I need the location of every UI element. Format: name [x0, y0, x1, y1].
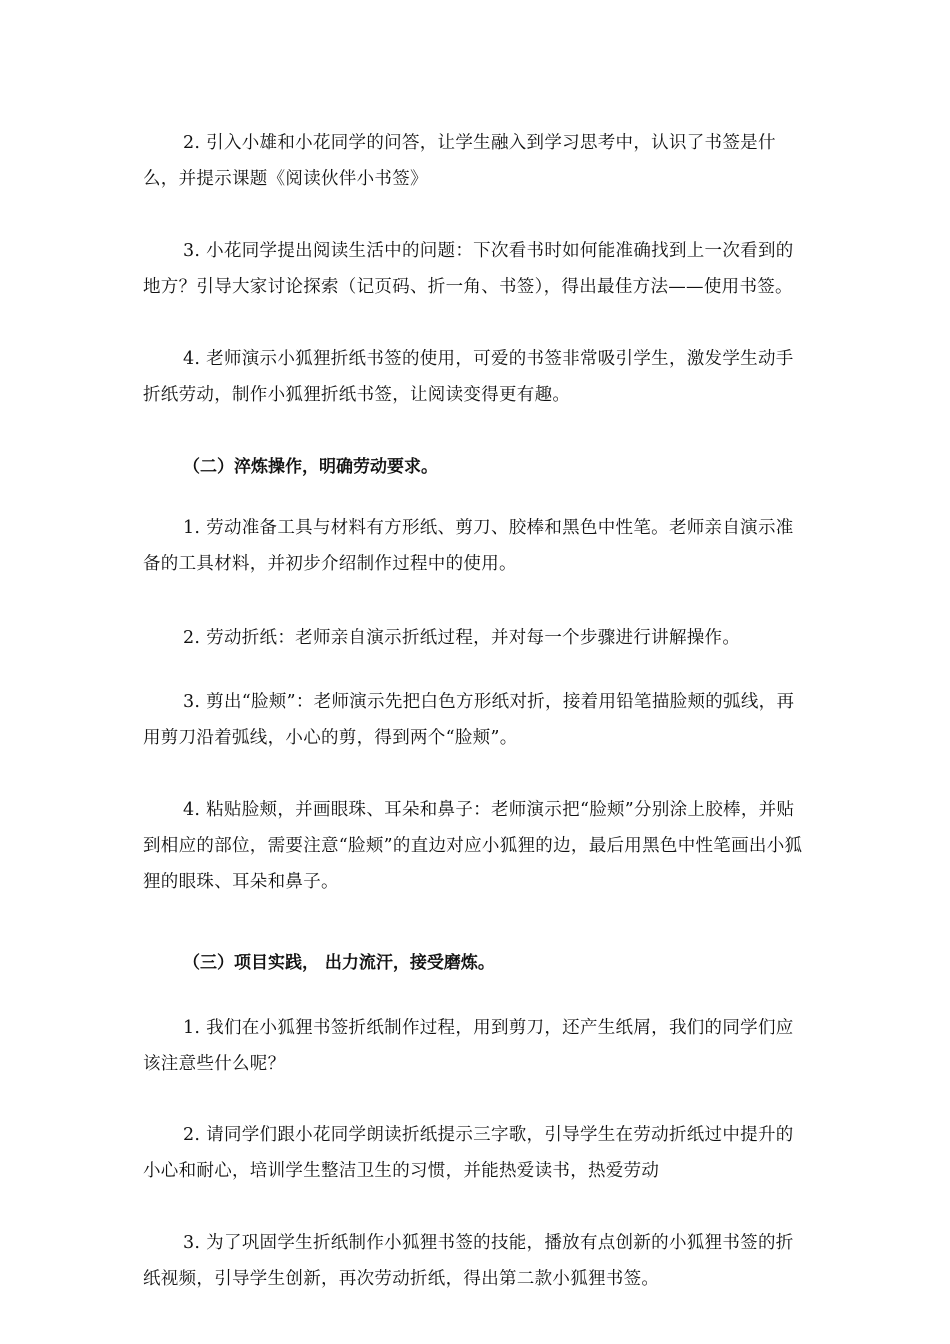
section-heading-3: （三）项目实践， 出力流汗，接受磨炼。	[183, 953, 495, 973]
paragraph-prep-2: 2. 劳动折纸：老师亲自演示折纸过程，并对每一个步骤进行讲解操作。	[183, 628, 741, 648]
paragraph-intro-3: 3. 小花同学提出阅读生活中的问题：下次看书时如何能准确找到上一次看到的地方？引导大家讨论探索（记页码、折一角、书签），得出最佳方法——使用书签。	[143, 241, 794, 297]
paragraph-prep-3: 3. 剪出“脸颊”：老师演示先把白色方形纸对折，接着用铅笔描脸颊的弧线，再用剪刀沿着弧线，小心的剪，得到两个“脸颊”。	[143, 692, 795, 748]
paragraph-prep-1: 1. 劳动准备工具与材料有方形纸、剪刀、胶棒和黑色中性笔。老师亲自演示准备的工具材料，并初步介绍制作过程中的使用。	[143, 518, 794, 574]
paragraph-practice-3: 3. 为了巩固学生折纸制作小狐狸书签的技能，播放有点创新的小狐狸书签的折纸视频，引导学生创新，再次劳动折纸，得出第二款小狐狸书签。	[143, 1233, 794, 1289]
paragraph-practice-1: 1. 我们在小狐狸书签折纸制作过程，用到剪刀，还产生纸屑，我们的同学们应该注意些什么呢？	[143, 1018, 794, 1074]
paragraph-intro-4: 4. 老师演示小狐狸折纸书签的使用，可爱的书签非常吸引学生，激发学生动手折纸劳动，制作小狐狸折纸书签，让阅读变得更有趣。	[143, 349, 794, 405]
paragraph-intro-2: 2. 引入小雄和小花同学的问答，让学生融入到学习思考中，认识了书签是什么，并提示课题《阅读伙伴小书签》	[143, 133, 776, 189]
section-heading-2: （二）淬炼操作，明确劳动要求。	[183, 457, 438, 477]
paragraph-practice-2: 2. 请同学们跟小花同学朗读折纸提示三字歌，引导学生在劳动折纸过中提升的小心和耐心，培训学生整洁卫生的习惯，并能热爱读书，热爱劳动	[143, 1125, 794, 1181]
paragraph-prep-4: 4. 粘贴脸颊，并画眼珠、耳朵和鼻子：老师演示把“脸颊”分别涂上胶棒，并贴到相应的部位，需要注意“脸颊”的直边对应小狐狸的边，最后用黑色中性笔画出小狐狸的眼珠、耳朵和鼻子。	[143, 800, 803, 892]
